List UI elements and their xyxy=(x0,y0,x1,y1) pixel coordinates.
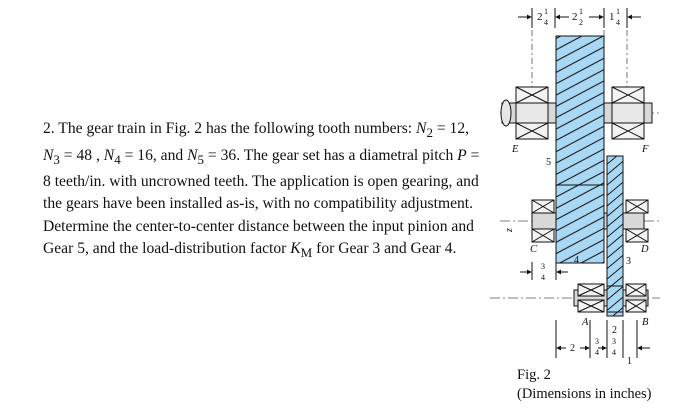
n2-symbol: N xyxy=(416,120,427,137)
dim-frac-a-den: 4 xyxy=(595,348,599,357)
gear-train-figure xyxy=(490,0,700,415)
dim-one-quarter-left-num: 1 xyxy=(544,7,548,16)
n4-subscript: 4 xyxy=(114,151,121,167)
caption-title: Fig. 2 xyxy=(517,367,551,383)
bearing-e xyxy=(516,87,548,139)
n2-subscript: 2 xyxy=(426,125,433,141)
n5-subscript: 5 xyxy=(197,151,205,167)
gear-4 xyxy=(556,185,604,263)
label-a: A xyxy=(582,317,589,328)
n5-symbol: N xyxy=(187,146,198,164)
problem-text xyxy=(43,118,488,265)
label-axis-z: z xyxy=(504,228,515,232)
dim-one-quarter-right-den: 4 xyxy=(616,18,620,27)
dim-two: 2 xyxy=(570,343,575,354)
km-subscript: M xyxy=(300,245,313,261)
label-c: C xyxy=(530,244,538,255)
problem-prefix: 2. The gear train in Fig. 2 has the following tooth numbers: xyxy=(43,120,417,137)
dim-one-quarter-right-num: 1 xyxy=(616,7,620,16)
dim-two-half-whole: 2 xyxy=(572,11,578,23)
top-dimension-labels xyxy=(537,7,620,27)
label-d: D xyxy=(641,244,649,255)
dim-frac-b-den: 4 xyxy=(612,348,616,357)
dim-cd-num: 3 xyxy=(541,262,545,271)
bearing-f xyxy=(612,87,644,139)
label-f: F xyxy=(642,144,649,155)
pitch-symbol: P xyxy=(457,146,467,164)
caption-subtitle: (Dimensions in inches) xyxy=(517,386,652,402)
problem-suffix: for Gear 3 and Gear 4. xyxy=(312,240,457,258)
dim-frac-a-num: 3 xyxy=(595,337,599,346)
dim-cd-labels xyxy=(541,262,545,282)
label-b: B xyxy=(642,317,649,328)
dim-one-quarter-left-den: 4 xyxy=(544,18,548,27)
n5-value: = 36. The gear set has a diametral pitch xyxy=(204,146,458,164)
label-gear-5: 5 xyxy=(546,157,551,168)
n2-value: = 12, xyxy=(432,120,470,137)
dim-two-half-num: 1 xyxy=(579,7,583,16)
gear-2 xyxy=(607,286,623,312)
dim-two-half-den: 2 xyxy=(579,18,583,27)
figure-caption xyxy=(517,366,652,404)
n3-subscript: 3 xyxy=(53,151,60,167)
label-gear-3: 3 xyxy=(626,256,631,267)
pitch-value-text: = 8 teeth/in. with uncrowned teeth. The application is open gearing, and the gears have been installed as-is, with no compatibility adjustment. Determine the center-to-center distance between the input pinion and Gear 5, and the load-distribution factor xyxy=(43,146,480,258)
n3-value: = 48 , xyxy=(59,146,104,164)
problem-statement xyxy=(43,118,488,265)
dim-one-quarter-right-whole: 1 xyxy=(609,11,615,23)
n3-symbol: N xyxy=(43,146,54,164)
label-e: E xyxy=(512,144,519,155)
n4-value: = 16, and xyxy=(120,146,188,164)
label-gear-4: 4 xyxy=(574,255,579,266)
label-gear-2: 2 xyxy=(612,325,617,336)
dim-cd-den: 4 xyxy=(541,273,545,282)
dim-one-quarter-left-whole: 2 xyxy=(537,11,543,23)
n4-symbol: N xyxy=(103,146,115,164)
km-symbol: K xyxy=(290,240,301,258)
dim-one: 1 xyxy=(627,356,632,367)
dim-frac-b-num: 3 xyxy=(612,337,616,346)
